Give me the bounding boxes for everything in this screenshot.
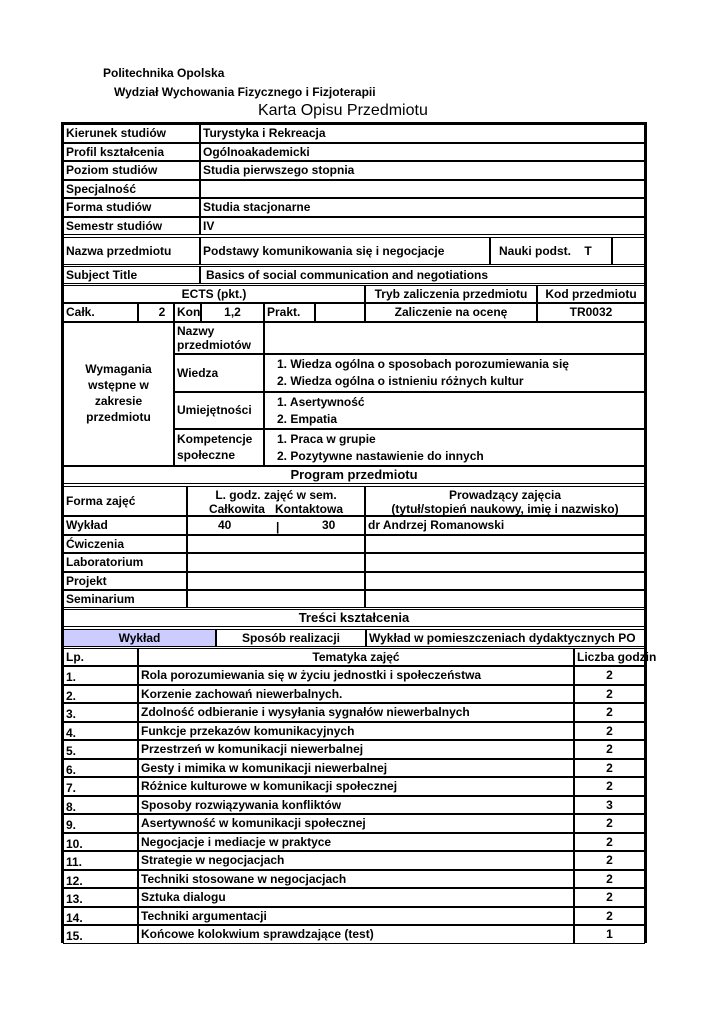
program-row-hours [187, 590, 365, 608]
semestr-label: Semestr studiów [63, 217, 200, 235]
kierunek-value: Turystyka i Rekreacja [200, 124, 645, 143]
nazwy-label: Nazwy przedmiotów [174, 322, 264, 354]
kompetencje-list [264, 429, 645, 466]
tresci-row-temat: Gesty i mimika w komunikacji niewerbalnej [138, 759, 574, 777]
prereq-label: Wymagania wstępne w zakresie przedmiotu [63, 322, 174, 466]
lp-header: Lp. [63, 648, 138, 666]
tresci-row-godz: 2 [574, 814, 645, 833]
nauki-extra [612, 237, 645, 265]
tresci-row-godz: 2 [574, 703, 645, 722]
tresci-row-godz: 2 [574, 722, 645, 740]
faculty-name: Wydział Wychowania Fizycznego i Fizjoterapii [114, 85, 376, 99]
nauki-value: T [584, 244, 592, 258]
umiejetnosci-list [264, 392, 645, 429]
nauki-label: Nauki podst. [499, 244, 572, 258]
umiejetnosci-item-2: 2. Empatia [277, 412, 338, 426]
wiedza-item-1: 1. Wiedza ogólna o sposobach porozumiewania się [277, 357, 569, 371]
kod-value: TR0032 [537, 303, 645, 322]
tresci-row-temat: Techniki stosowane w negocjacjach [138, 870, 574, 888]
tresci-row-lp: 10. [63, 833, 138, 851]
program-row-forma: Seminarium [63, 590, 187, 608]
specjalnosc-label: Specjalność [63, 180, 200, 198]
program-row-hours [187, 535, 365, 553]
umiejetnosci-item-1: 1. Asertywność [277, 395, 365, 409]
godz-label: L. godz. zajęć w sem. [215, 488, 337, 502]
subject-label: Subject Title [63, 266, 200, 284]
program-row-prowadzacy: dr Andrzej Romanowski [365, 516, 645, 535]
program-row-prowadzacy [365, 535, 645, 553]
kon-label: Kon [174, 303, 201, 322]
poziom-label: Poziom studiów [63, 161, 200, 180]
calk-label: Całk. [63, 303, 138, 322]
prakt-value [315, 303, 365, 322]
calk-value: 2 [138, 303, 174, 322]
program-row-separator: | [276, 520, 280, 534]
tresci-row-temat: Funkcje przekazów komunikacyjnych [138, 722, 574, 740]
tresci-title: Treści kształcenia [63, 609, 645, 627]
nauki-cell [490, 237, 612, 265]
nazwy-value [264, 322, 645, 354]
wiedza-label: Wiedza [174, 354, 264, 392]
tresci-row-lp: 4. [63, 722, 138, 740]
tresci-row-godz: 2 [574, 870, 645, 888]
tresci-row-temat: Negocjacje i mediacje w praktyce [138, 833, 574, 851]
ects-header: ECTS (pkt.) [63, 285, 365, 303]
tresci-row-godz: 2 [574, 759, 645, 777]
program-row-forma: Wykład [63, 516, 187, 535]
program-row-forma: Projekt [63, 572, 187, 590]
prowadzacy-header [365, 486, 645, 516]
wiedza-list [264, 354, 645, 392]
tresci-row-godz: 2 [574, 777, 645, 796]
profil-value: Ogólnoakademicki [200, 143, 645, 161]
sposob-value: Wykład w pomieszczeniach dydaktycznych PO [366, 629, 645, 647]
nazwa-label: Nazwa przedmiotu [63, 237, 200, 265]
tresci-row-lp: 15. [63, 925, 138, 944]
tresci-row-godz: 2 [574, 833, 645, 851]
tresci-row-temat: Korzenie zachowań niewerbalnych. [138, 685, 574, 703]
nazwa-value: Podstawy komunikowania się i negocjacje [200, 237, 490, 265]
forma-studiow-label: Forma studiów [63, 198, 200, 217]
tresci-row-lp: 7. [63, 777, 138, 796]
subject-value: Basics of social communication and negotiations [200, 266, 645, 284]
profil-label: Profil kształcenia [63, 143, 200, 161]
tresci-row-lp: 11. [63, 851, 138, 870]
wiedza-item-2: 2. Wiedza ogólna o istnieniu różnych kultur [277, 374, 524, 388]
program-row-hours [187, 516, 365, 535]
tresci-row-lp: 3. [63, 703, 138, 722]
tresci-row-lp: 13. [63, 888, 138, 907]
program-row-prowadzacy [365, 572, 645, 590]
tresci-row-godz: 2 [574, 851, 645, 870]
tryb-header: Tryb zaliczenia przedmiotu [365, 285, 537, 303]
prowadzacy-label: Prowadzący zajęcia [448, 488, 562, 502]
godz-header [187, 486, 365, 516]
tresci-row-temat: Sztuka dialogu [138, 888, 574, 907]
umiejetnosci-label: Umiejętności [174, 392, 264, 429]
page-title: Karta Opisu Przedmiotu [258, 102, 428, 119]
prowadzacy-sub: (tytuł/stopień naukowy, imię i nazwisko) [391, 502, 619, 516]
liczba-header: Liczba godzin [574, 648, 645, 666]
tresci-row-temat: Końcowe kolokwium sprawdzające (test) [138, 925, 574, 944]
kon-value: 1,2 [201, 303, 264, 322]
program-row-hours [187, 553, 365, 572]
program-row-prowadzacy [365, 553, 645, 572]
kompetencje-item-1: 1. Praca w grupie [277, 432, 376, 446]
tryb-value: Zaliczenie na ocenę [365, 303, 537, 322]
program-row-calkowita: 40 [218, 518, 232, 532]
tresci-row-lp: 14. [63, 907, 138, 925]
kompetencje-item-2: 2. Pozytywne nastawienie do innych [277, 449, 484, 463]
program-title: Program przedmiotu [63, 466, 645, 484]
kod-header: Kod przedmiotu [537, 285, 645, 303]
tresci-row-temat: Zdolność odbieranie i wysyłania sygnałów niewerbalnych [138, 703, 574, 722]
sposob-label: Sposób realizacji [216, 629, 366, 647]
tresci-row-godz: 2 [574, 685, 645, 703]
tematyka-header: Tematyka zajęć [138, 648, 574, 666]
tresci-row-godz: 2 [574, 666, 645, 685]
program-row-forma: Ćwiczenia [63, 535, 187, 553]
poziom-value: Studia pierwszego stopnia [200, 161, 645, 180]
tresci-row-temat: Sposoby rozwiązywania konfliktów [138, 796, 574, 814]
tresci-row-lp: 6. [63, 759, 138, 777]
tresci-row-lp: 12. [63, 870, 138, 888]
program-row-hours [187, 572, 365, 590]
tresci-row-temat: Techniki argumentacji [138, 907, 574, 925]
forma-studiow-value: Studia stacjonarne [200, 198, 645, 217]
tresci-row-temat: Różnice kulturowe w komunikacji społecznej [138, 777, 574, 796]
tresci-row-lp: 2. [63, 685, 138, 703]
tresci-row-godz: 3 [574, 796, 645, 814]
specjalnosc-value [200, 180, 645, 198]
program-row-forma: Laboratorium [63, 553, 187, 572]
tresci-row-temat: Asertywność w komunikacji społecznej [138, 814, 574, 833]
tresci-type-wyklad: Wykład [63, 629, 216, 647]
semestr-value: IV [200, 217, 645, 235]
tresci-row-lp: 8. [63, 796, 138, 814]
tresci-row-godz: 2 [574, 907, 645, 925]
tresci-row-godz: 1 [574, 925, 645, 944]
tresci-row-lp: 9. [63, 814, 138, 833]
program-row-prowadzacy [365, 590, 645, 608]
kierunek-label: Kierunek studiów [63, 124, 200, 143]
tresci-row-lp: 5. [63, 740, 138, 759]
tresci-row-temat: Strategie w negocjacjach [138, 851, 574, 870]
kompetencje-label: Kompetencje społeczne [174, 429, 264, 466]
university-name: Politechnika Opolska [103, 66, 225, 80]
tresci-row-temat: Przestrzeń w komunikacji niewerbalnej [138, 740, 574, 759]
tresci-row-lp: 1. [63, 666, 138, 685]
prakt-label: Prakt. [264, 303, 315, 322]
program-row-kontaktowa: 30 [322, 518, 336, 532]
forma-zajec-header: Forma zajęć [63, 486, 187, 516]
tresci-row-godz: 2 [574, 740, 645, 759]
godz-subheader: Całkowita Kontaktowa [208, 502, 344, 516]
tresci-row-godz: 2 [574, 888, 645, 907]
tresci-row-temat: Rola porozumiewania się w życiu jednostki i społeczeństwa [138, 666, 574, 685]
